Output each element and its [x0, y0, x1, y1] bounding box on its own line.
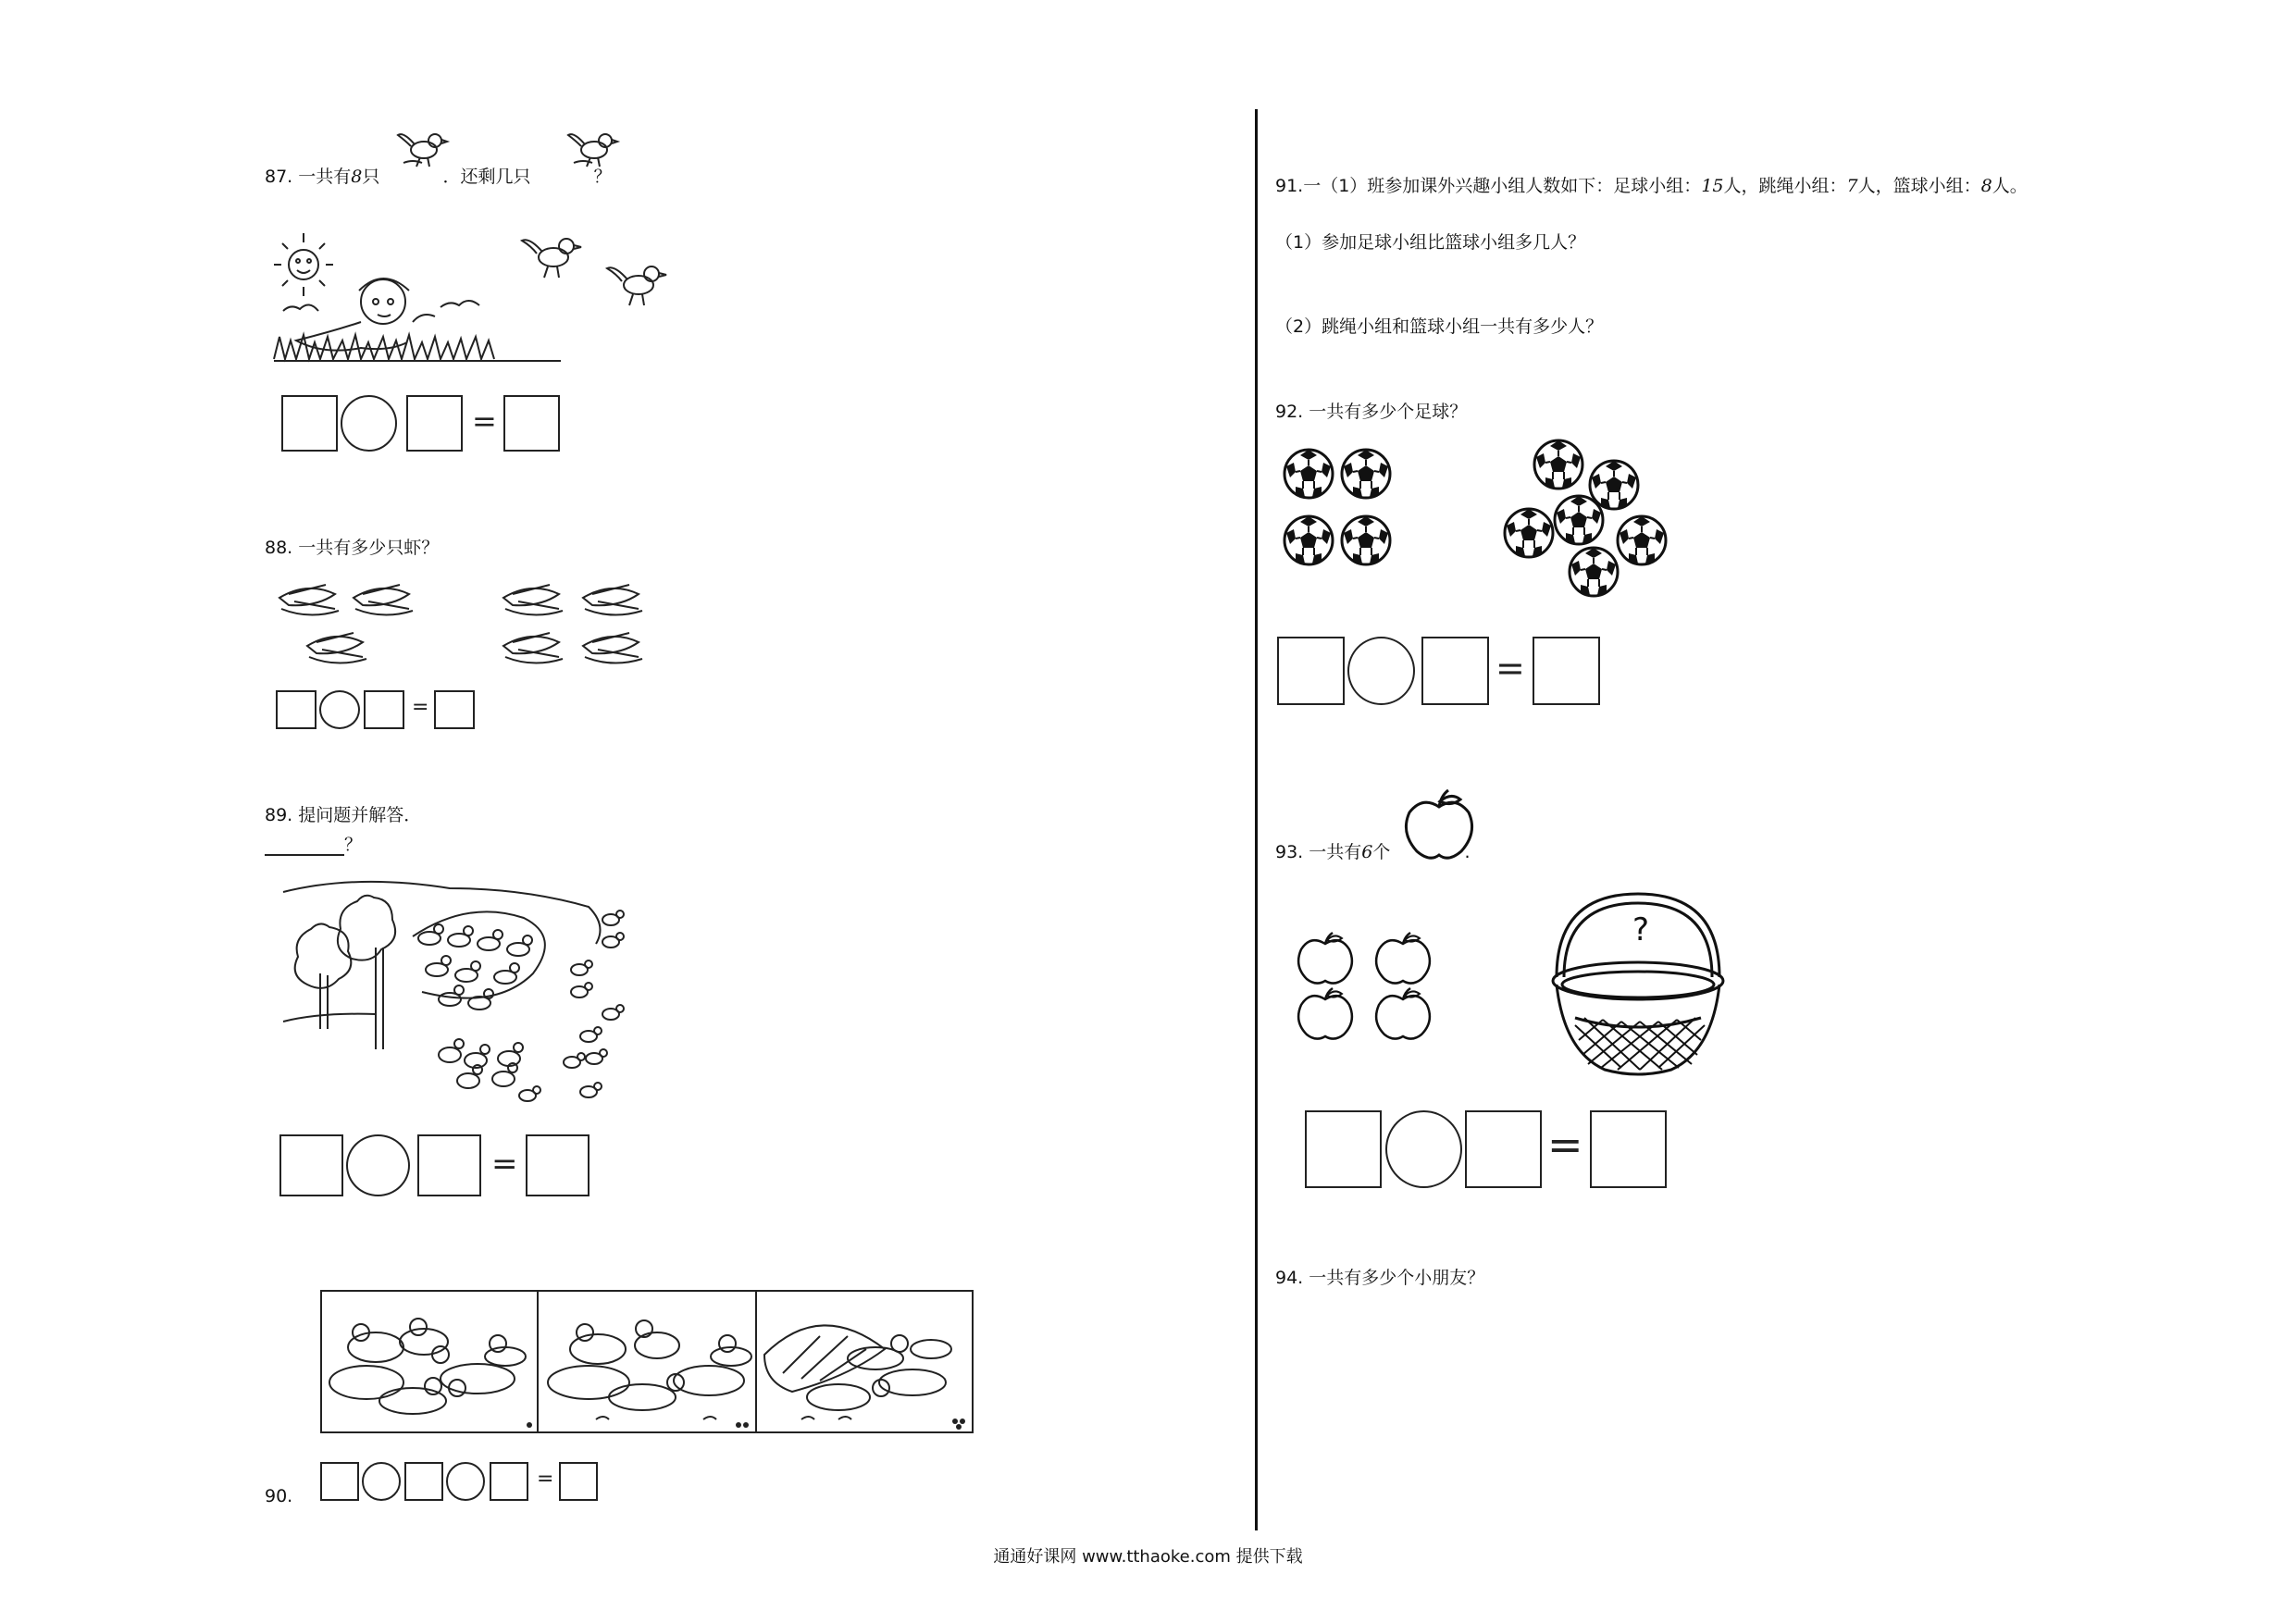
- question-87: 87. 一共有8只 ．还剩几只 ？: [265, 167, 612, 187]
- apple-icon: [1403, 788, 1475, 859]
- question-number: 89.: [265, 805, 293, 825]
- shrimp-icon: [307, 633, 366, 663]
- question-91-sub1: （1）参加足球小组比篮球小组多几人？: [1275, 232, 1586, 253]
- question-91-sub2: （2）跳绳小组和篮球小组一共有多少人？: [1275, 316, 1604, 337]
- soccer-ball-icon: [1342, 516, 1390, 564]
- answer-box[interactable]: [1533, 637, 1600, 705]
- frogs-on-lily-pads-illustration: [320, 1290, 974, 1433]
- apple-icon: [1298, 933, 1352, 984]
- question-number: 87.: [265, 167, 293, 187]
- operator-circle[interactable]: [1347, 637, 1415, 705]
- question-number: 94.: [1275, 1268, 1304, 1288]
- question-number: 90.: [265, 1486, 293, 1506]
- soccer-ball-icon: [1570, 548, 1618, 596]
- answer-box[interactable]: [276, 690, 316, 729]
- soccer-ball-icon: [1618, 516, 1666, 564]
- apple-icon: [1376, 988, 1430, 1039]
- shrimp-icon: [354, 585, 413, 615]
- answer-box[interactable]: [434, 690, 475, 729]
- shrimp-group-left: [276, 577, 424, 674]
- soccer-ball-icon: [1555, 496, 1603, 544]
- apple-icon: [1298, 988, 1352, 1039]
- basket-icon: [1547, 888, 1729, 1077]
- operator-circle[interactable]: [362, 1462, 401, 1501]
- shrimp-icon: [583, 633, 642, 663]
- boy-lying-on-grass-illustration: [274, 229, 700, 378]
- answer-box[interactable]: [526, 1134, 590, 1196]
- operator-circle[interactable]: [346, 1134, 410, 1196]
- answer-box[interactable]: [320, 1462, 359, 1501]
- question-92: [1275, 398, 1467, 423]
- bird-icon: [566, 122, 618, 178]
- column-divider: [1255, 109, 1258, 1530]
- question-93: 93. 一共有6个 .: [1275, 842, 1471, 862]
- apple-icon: [1376, 933, 1430, 984]
- operator-circle[interactable]: [446, 1462, 485, 1501]
- question-number: 92.: [1275, 402, 1304, 422]
- answer-box[interactable]: [281, 395, 338, 452]
- apples-illustration: [1294, 929, 1442, 1044]
- operator-circle[interactable]: [1385, 1110, 1462, 1188]
- answer-box[interactable]: [1590, 1110, 1667, 1188]
- answer-box[interactable]: [1277, 637, 1345, 705]
- question-text: 一共有多少个足球？: [1309, 402, 1468, 422]
- soccer-ball-icon: [1505, 509, 1553, 557]
- question-text: 一共有多少个小朋友？: [1309, 1268, 1485, 1288]
- answer-box[interactable]: [1305, 1110, 1382, 1188]
- question-94: [1275, 1264, 1484, 1289]
- answer-box[interactable]: [404, 1462, 443, 1501]
- answer-box[interactable]: [1465, 1110, 1542, 1188]
- question-91: 91.一（1）班参加课外兴趣小组人数如下：足球小组：15人，跳绳小组：7人，篮球小组：8人。: [1275, 176, 2028, 196]
- soccer-ball-icon: [1534, 440, 1582, 489]
- equals-sign: =: [537, 1468, 554, 1491]
- question-89: [265, 801, 421, 826]
- question-number: 93.: [1275, 842, 1304, 862]
- answer-box[interactable]: [490, 1462, 528, 1501]
- soccer-ball-icon: [1285, 450, 1333, 498]
- page-footer: 通通好课网 www.tthaoke.com 提供下载: [993, 1547, 1303, 1567]
- operator-circle[interactable]: [341, 395, 397, 452]
- answer-box[interactable]: [503, 395, 560, 452]
- equals-sign: =: [472, 403, 497, 439]
- question-number: 88.: [265, 538, 293, 558]
- trees-ducks-chicks-illustration: [283, 873, 635, 1123]
- equals-sign: =: [1496, 648, 1525, 688]
- answer-box[interactable]: [1421, 637, 1489, 705]
- soccer-ball-icon: [1342, 450, 1390, 498]
- shrimp-icon: [503, 585, 563, 615]
- bird-icon: [396, 122, 448, 178]
- soccer-balls-illustration: [1281, 439, 1697, 605]
- shrimp-icon: [503, 633, 563, 663]
- question-text: 提问题并解答．: [298, 805, 422, 825]
- answer-box[interactable]: [417, 1134, 481, 1196]
- shrimp-icon: [583, 585, 642, 615]
- answer-box[interactable]: [364, 690, 404, 729]
- answer-box[interactable]: [406, 395, 463, 452]
- basket-question-mark: ?: [1632, 911, 1650, 948]
- answer-blank-line[interactable]: ？: [265, 831, 362, 856]
- answer-box[interactable]: [559, 1462, 598, 1501]
- question-text: 一共有多少只虾？: [298, 538, 440, 558]
- shrimp-group-right: [500, 577, 657, 674]
- equals-sign: =: [491, 1146, 518, 1183]
- equals-sign: =: [1547, 1120, 1583, 1170]
- question-number: 91.: [1275, 176, 1304, 196]
- equals-sign: =: [412, 696, 429, 719]
- question-88: [265, 534, 439, 559]
- soccer-ball-icon: [1285, 516, 1333, 564]
- soccer-ball-icon: [1590, 461, 1638, 509]
- operator-circle[interactable]: [319, 690, 360, 729]
- question-90: [265, 1486, 292, 1506]
- answer-box[interactable]: [279, 1134, 343, 1196]
- shrimp-icon: [279, 585, 339, 615]
